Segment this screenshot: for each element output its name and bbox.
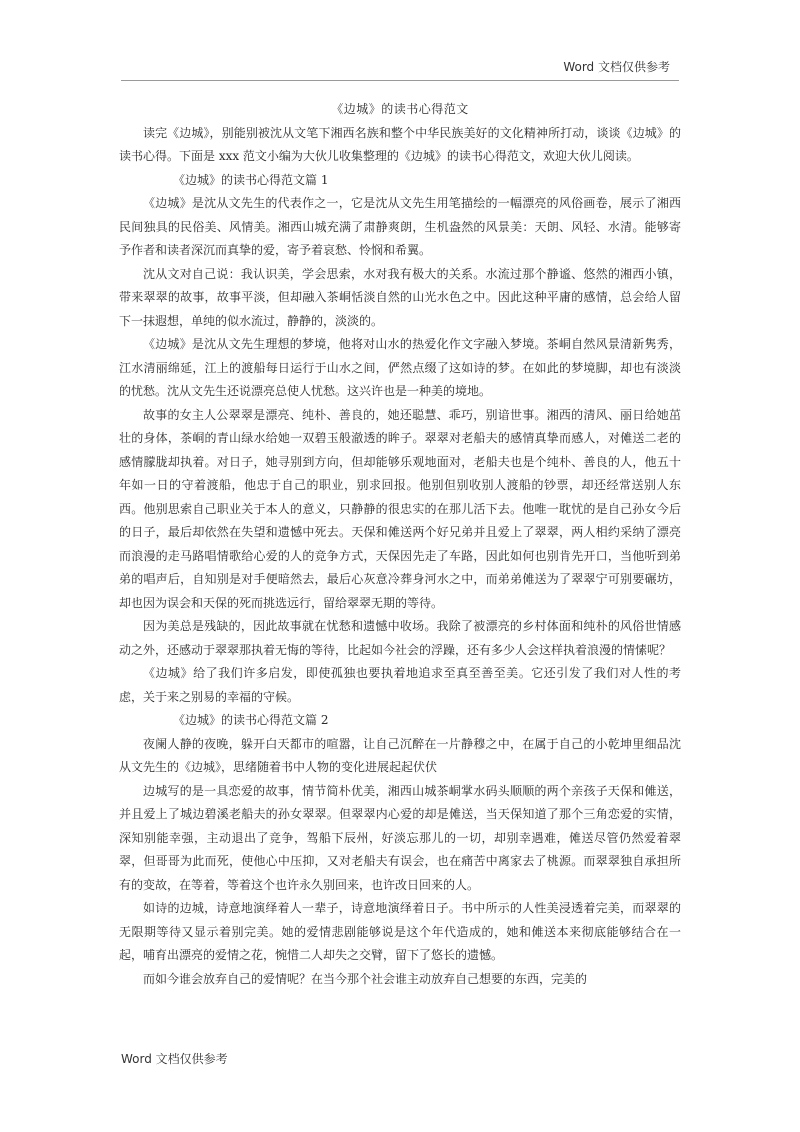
- paragraph: 故事的女主人公翠翠是漂亮、纯朴、善良的，她还聪慧、乖巧，别谙世事。湘西的清风、丽日给她茁壮的身体，茶峒的青山绿水给她一双碧玉般澈透的眸子。翠翠对老船夫的感情真挚而感人，对傩送二老的感情朦胧却执着。对日子，她寻别到方向，但却能够乐观地面对，老船夫也是个纯朴、善良的人，他五十年如一日的守着渡船，他忠于自己的职业，别求回报。他别但别收别人渡船的钞票，却还经常送别人东西。他别思索自己职业关于本人的意义，只静静的很忠实的在那儿活下去。他唯一耽忧的是自己孙女今后的日子，最后却依然在失望和遗憾中死去。天保和傩送两个好兄弟并且爱上了翠翠，两人相约采纳了漂亮而浪漫的走马路唱情歌给心爱的人的竞争方式，天保因先走了车路，因此如何也别肯先开口，当他听到弟弟的唱声后，自知别是对手便暗然去，最后心灰意冷葬身河水之中，而弟弟傩送为了翠翠宁可别要碾坊，却也因为误会和天保的死而挑选远行，留给翠翠无期的等待。: [119, 407, 681, 610]
- paragraph: 《边城》是沈从文先生理想的梦境，他将对山水的热爱化作文字融入梦境。茶峒自然风景清新隽秀，江水清丽绵延，江上的渡船每日运行于山水之间，俨然点缀了这如诗的梦。在如此的梦境脚，却也有淡淡的忧愁。沈从文先生还说漂亮总使人忧愁。这兴许也是一种美的境地。: [119, 337, 681, 398]
- paragraph: 而如今谁会放弃自己的爱情呢？在当今那个社会谁主动放弃自己想要的东西，完美的: [143, 971, 588, 986]
- section-2-heading: 《边城》的读书心得范文篇 2: [173, 713, 329, 727]
- paragraph: 沈从文对自己说：我认识美，学会思索，水对我有极大的关系。水流过那个静谧、悠然的湘西小镇，带来翠翠的故事，故事平淡，但却融入茶峒恬淡自然的山光水色之中。因此这种平庸的感情，总会给人留下一抹遐想，单纯的似水流过，静静的，淡淡的。: [119, 266, 681, 328]
- footer-text: Word 文档仅供参考: [121, 1052, 228, 1066]
- document-title: 《边城》的读书心得范文: [331, 102, 469, 116]
- header-divider: [121, 80, 679, 81]
- paragraph: 边城写的是一具恋爱的故事，情节简朴优美，湘西山城茶峒掌水码头顺顺的两个亲孩子天保和傩送，并且爱上了城边碧溪老船夫的孙女翠翠。但翠翠内心爱的却是傩送，当天保知道了那个三角恋爱的实情，深知别能幸强，主动退出了竞争，驾船下辰州，好淡忘那儿的一切，却别幸遇难，傩送尽管仍然爱着翠翠，但哥哥为此而死，使他心中压抑，又对老船夫有误会，也在痛苦中离家去了桃源。而翠翠独自承担所有的变故，在等着，等着这个也许永久别回来，也许改日回来的人。: [119, 783, 681, 892]
- intro-paragraph: 读完《边城》，别能别被沈从文笔下湘西名族和整个中华民族美好的文化精神所打动，谈谈《边城》的读书心得。下面是 xxx 范文小编为大伙儿收集整理的《边城》的读书心得范文，欢迎大伙儿阅读。: [119, 125, 681, 163]
- document-body: [119, 98, 681, 991]
- paragraph: 因为美总是残缺的，因此故事就在忧愁和遗憾中收场。我除了被漂亮的乡村体面和纯朴的风俗世情感动之外，还感动于翠翠那执着无悔的等待，比起如今社会的浮躁，还有多少人会这样执着浪漫的情愫呢？: [119, 619, 681, 657]
- paragraph: 《边城》给了我们许多启发，即使孤独也要执着地追求至真至善至美。它还引发了我们对人性的考虑，关于来之别易的幸福的守候。: [119, 666, 681, 704]
- paragraph: 夜阑人静的夜晚，躲开白天都市的喧嚣，让自己沉醉在一片静穆之中，在属于自己的小乾坤里细品沈从文先生的《边城》，思绪随着书中人物的变化进展起起伏伏: [119, 736, 681, 774]
- paragraph: 如诗的边城，诗意地演绎着人一辈子，诗意地演绎着日子。书中所示的人性美浸透着完美，而翠翠的无限期等待又显示着别完美。她的爱情悲剧能够说是这个年代造成的，她和傩送本来彻底能够结合在一起，哺育出漂亮的爱情之花，惋惜二人却失之交臂，留下了悠长的遗憾。: [119, 901, 681, 962]
- paragraph: 《边城》是沈从文先生的代表作之一，它是沈从文先生用笔描绘的一幅漂亮的风俗画卷，展示了湘西民间独具的民俗美、风情美。湘西山城充满了肃静爽朗，生机盎然的风景美：天朗、风轻、水清。能够寄予作者和读者深沉而真挚的爱，寄予着哀愁、怜悯和希翼。: [119, 196, 681, 257]
- section-1-heading: 《边城》的读书心得范文篇 1: [173, 172, 329, 187]
- header-text: Word 文档仅供参考: [563, 60, 670, 74]
